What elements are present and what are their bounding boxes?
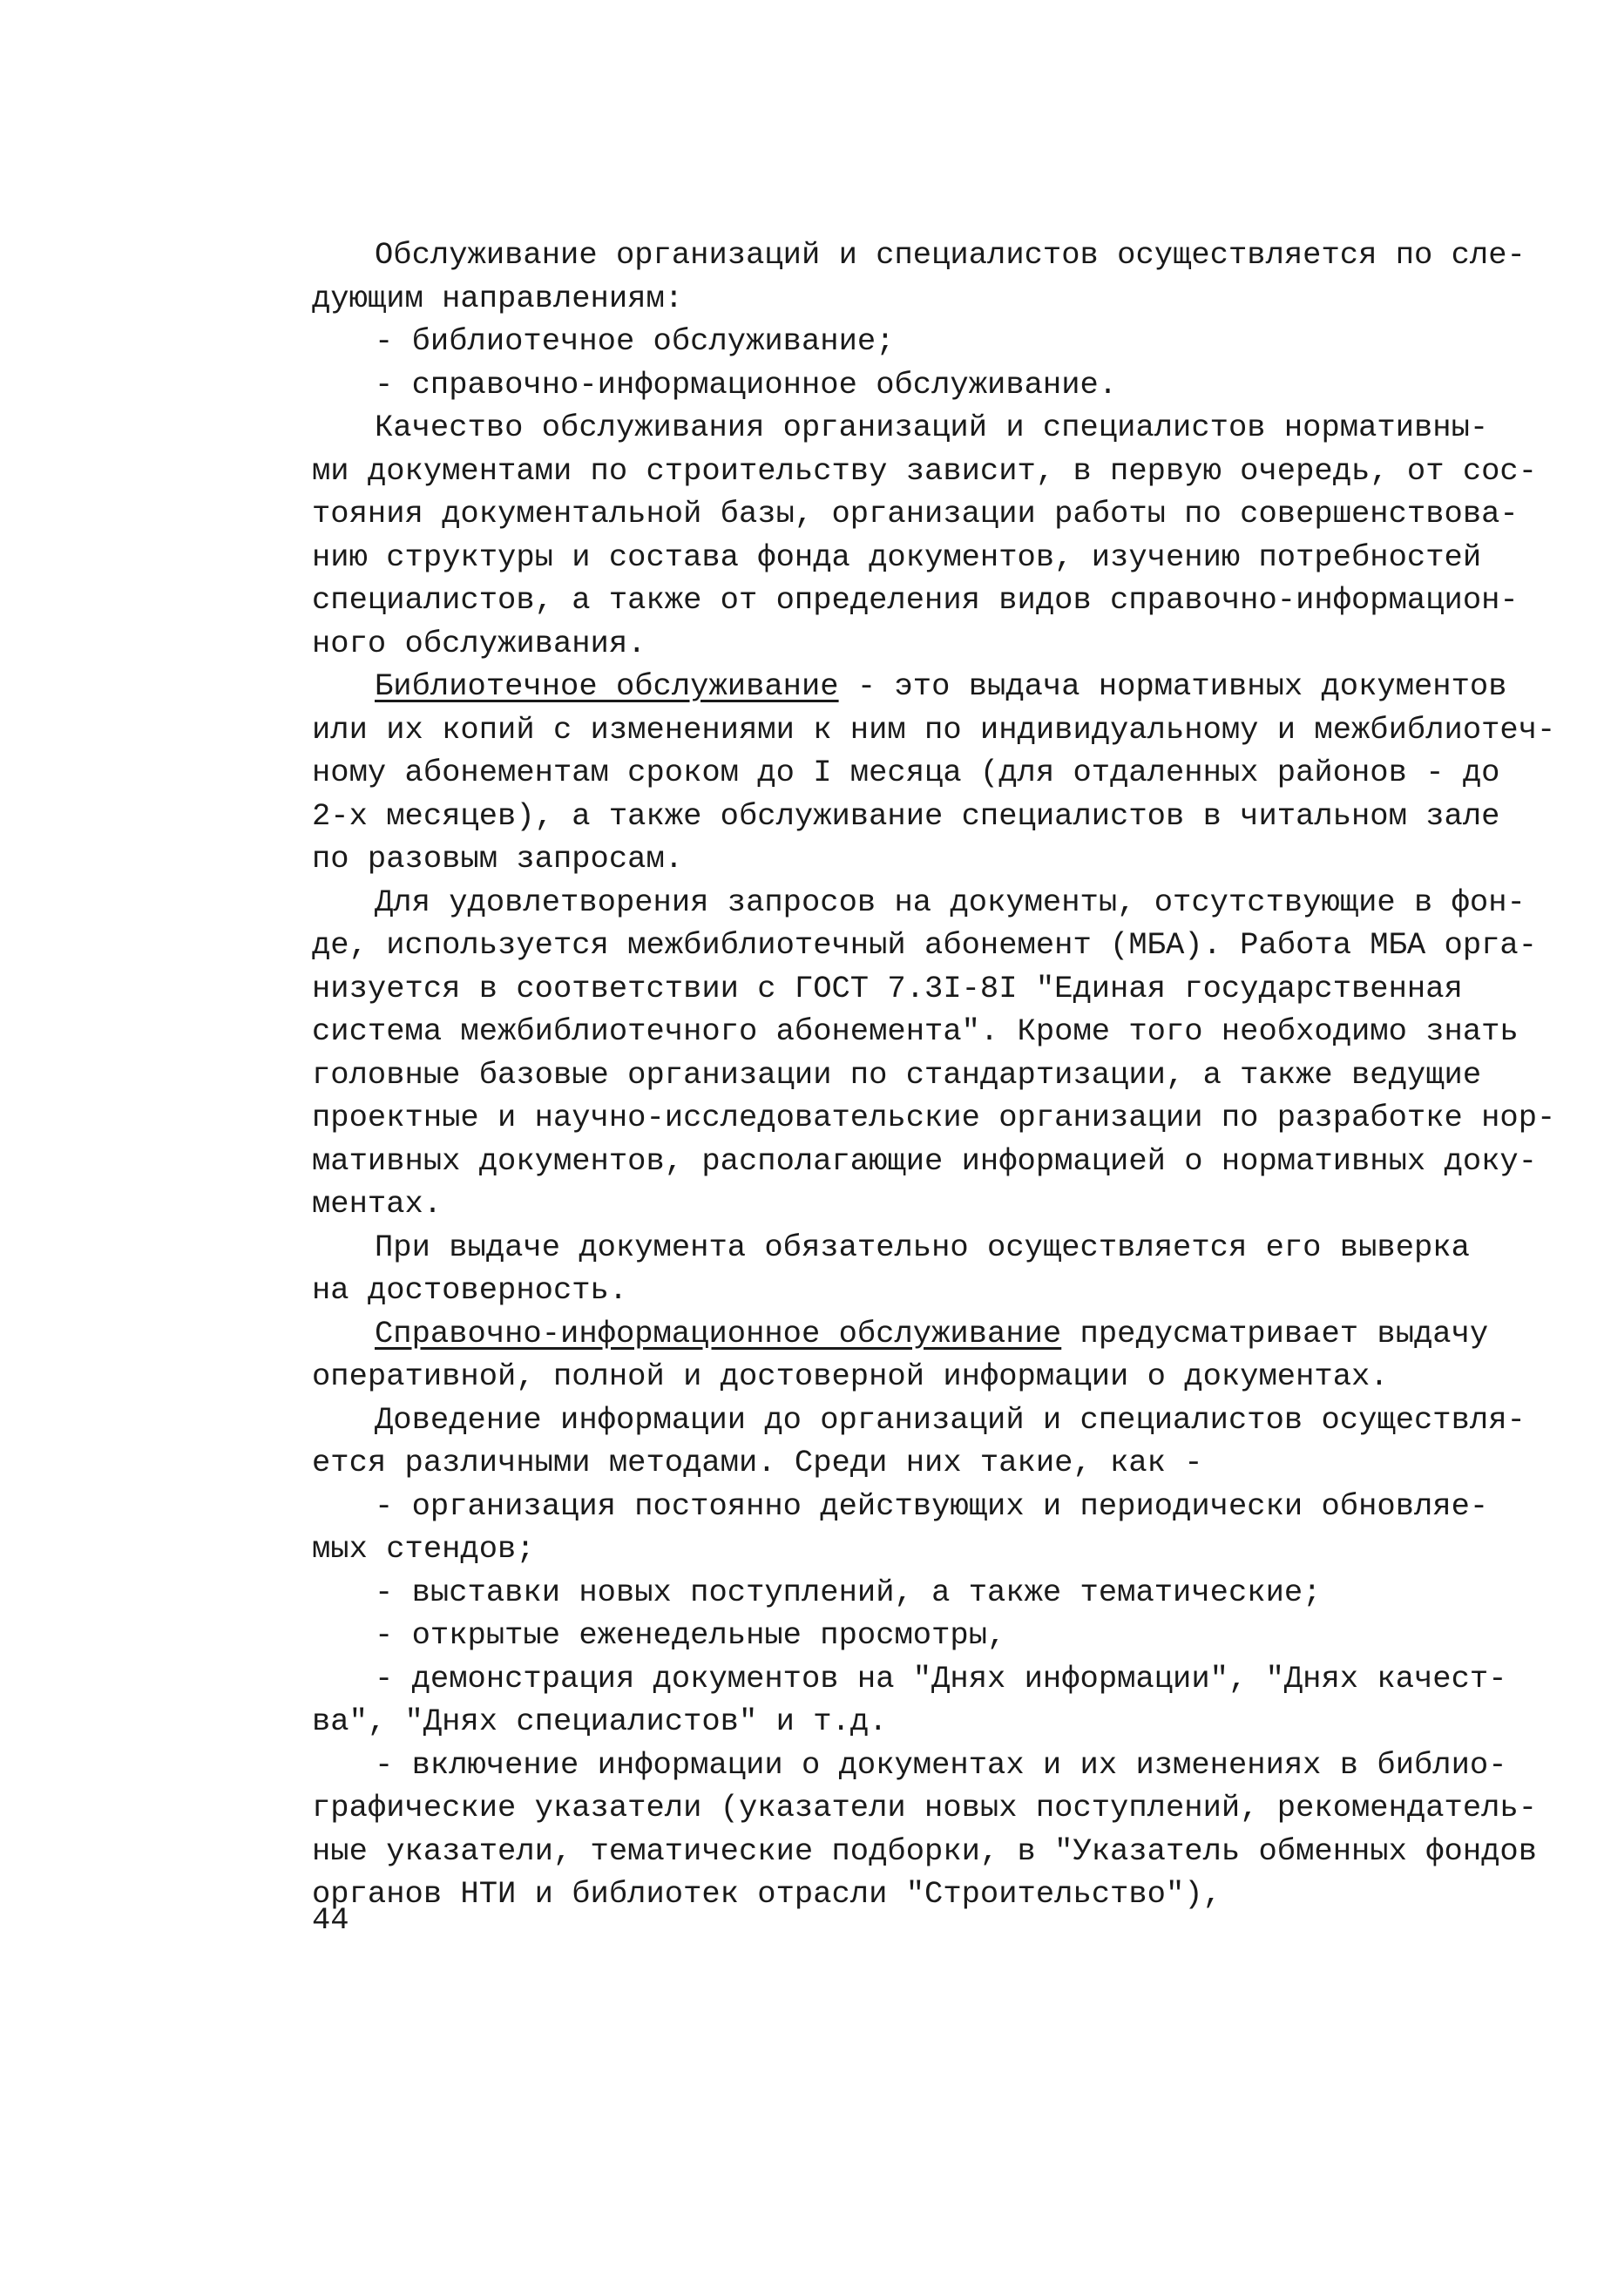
text-line: Качество обслуживания организаций и специалистов нормативны- xyxy=(375,410,1489,445)
text-line: ному абонементам сроком до I месяца (для отдаленных районов - до xyxy=(312,755,1500,790)
list-item: - включение информации о документах и их изменениях в библио- xyxy=(375,1746,1507,1783)
text-line: ми документами по строительству зависит, в первую очередь, от сос- xyxy=(312,452,1538,489)
list-item: - библиотечное обслуживание; xyxy=(375,323,895,359)
text-line: или их копий с изменениями к ним по индивидуальному и межбиблиотеч- xyxy=(312,711,1556,748)
list-item: - организация постоянно действующих и периодически обновляе- xyxy=(375,1487,1489,1524)
text-line: специалистов, а также от определения видов справочно-информацион- xyxy=(312,582,1519,618)
text-line: оперативной, полной и достоверной информации о документах. xyxy=(312,1358,1389,1394)
text-line: ного обслуживания. xyxy=(312,625,646,661)
text-line: 2-х месяцев), а также обслуживание специалистов в читальном зале xyxy=(312,797,1500,834)
text-line: головные базовые организации по стандартизации, а также ведущие xyxy=(312,1056,1482,1093)
text-line: ментах. xyxy=(312,1186,443,1222)
text-line: дующим направлениям: xyxy=(312,280,684,316)
list-item: - открытые еженедельные просмотры, xyxy=(375,1617,1006,1653)
text-line: по разовым запросам. xyxy=(312,841,684,877)
text-line: система межбиблиотечного абонемента". Кроме того необходимо знать xyxy=(312,1013,1519,1049)
text-line: мативных документов, располагающие информацией о нормативных доку- xyxy=(312,1142,1538,1179)
text-line: де, используется межбиблиотечный абонемент (МБА). Работа МБА орга- xyxy=(312,927,1538,963)
text-line: нию структуры и состава фонда документов, изучению потребностей xyxy=(312,538,1482,575)
text-line: графические указатели (указатели новых поступлений, рекомендатель- xyxy=(312,1790,1538,1825)
text-line: проектные и научно-исследовательские организации по разработке нор- xyxy=(312,1100,1556,1135)
text-line: органов НТИ и библиотек отрасли "Строительство"), xyxy=(312,1876,1222,1912)
text-line: тояния документальной базы, организации работы по совершенствова- xyxy=(312,496,1519,532)
text-line: ва", "Днях специалистов" и т.д. xyxy=(312,1703,888,1739)
text-line: низуется в соответствии с ГОСТ 7.3I-8I "Единая государственная xyxy=(312,970,1463,1006)
list-item: - справочно-информационное обслуживание. xyxy=(375,366,1118,403)
text-fragment: - это выдача нормативных документов xyxy=(838,668,1507,704)
text-line: Доведение информации до организаций и специалистов осуществля- xyxy=(375,1401,1526,1438)
underlined-term: Библиотечное обслуживание xyxy=(375,668,839,704)
list-item: - демонстрация документов на "Днях информации", "Днях качест- xyxy=(375,1660,1507,1697)
text-line: ется различными методами. Среди них такие, как - xyxy=(312,1445,1203,1480)
text-line xyxy=(312,1312,1489,1356)
text-line: Обслуживание организаций и специалистов осуществляется по сле- xyxy=(375,237,1526,273)
underlined-term: Справочно-информационное обслуживание xyxy=(375,1315,1062,1351)
text-line: мых стендов; xyxy=(312,1531,535,1567)
list-item: - выставки новых поступлений, а также тематические; xyxy=(375,1574,1322,1610)
text-line: При выдаче документа обязательно осуществляется его выверка xyxy=(375,1229,1470,1265)
text-line: на достоверность. xyxy=(312,1272,628,1308)
text-line xyxy=(312,665,1507,708)
body-text xyxy=(312,234,1556,1916)
text-line: ные указатели, тематические подборки, в "Указатель обменных фондов xyxy=(312,1832,1538,1869)
text-fragment: предусматривает выдачу xyxy=(1061,1315,1489,1351)
text-line: Для удовлетворения запросов на документы, отсутствующие в фон- xyxy=(375,884,1526,920)
page-number: 44 xyxy=(312,1902,349,1938)
